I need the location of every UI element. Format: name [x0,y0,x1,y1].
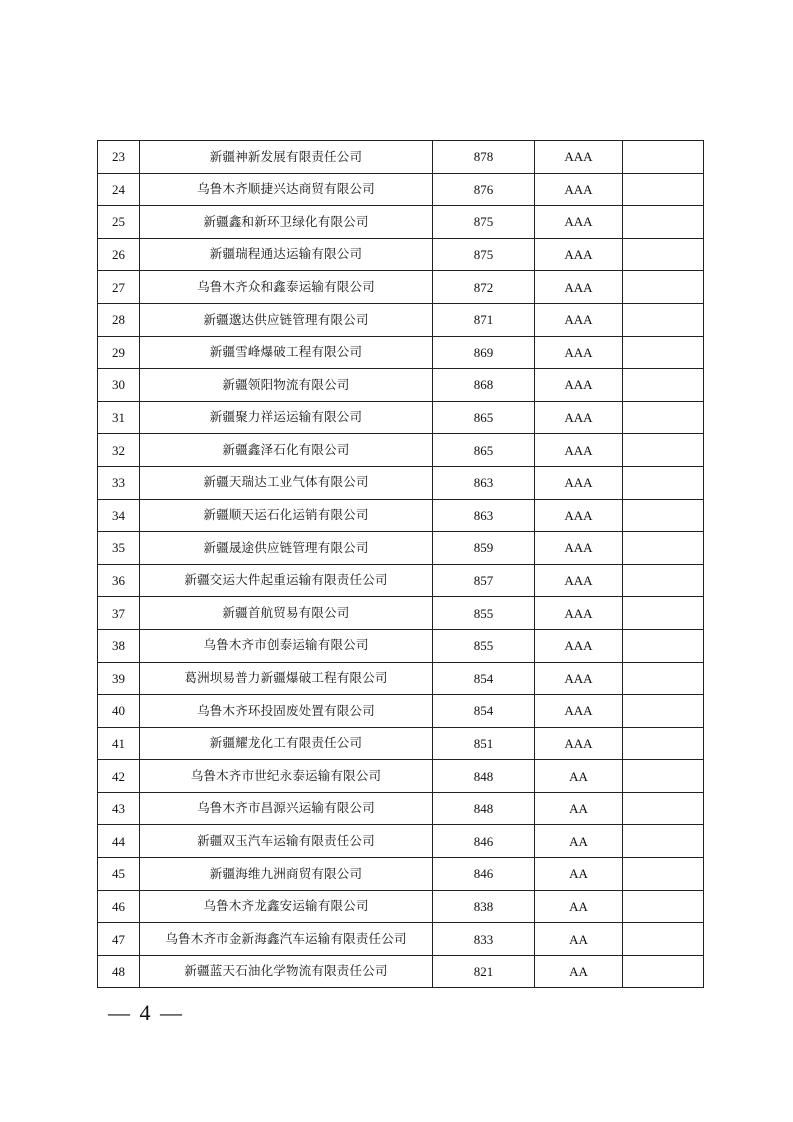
score-cell: 872 [433,271,535,304]
row-number-cell: 38 [98,629,140,662]
score-cell: 859 [433,532,535,565]
score-cell: 855 [433,629,535,662]
note-cell [623,434,704,467]
company-name-cell: 新疆领阳物流有限公司 [140,369,433,402]
note-cell [623,955,704,988]
row-number-cell: 34 [98,499,140,532]
row-number-cell: 43 [98,792,140,825]
row-number-cell: 26 [98,238,140,271]
score-cell: 848 [433,760,535,793]
note-cell [623,858,704,891]
grade-cell: AAA [535,532,623,565]
table-row [98,401,704,434]
company-name-cell: 新疆耀龙化工有限责任公司 [140,727,433,760]
table-row [98,662,704,695]
company-name-cell: 新疆交运大件起重运输有限责任公司 [140,564,433,597]
score-cell: 833 [433,923,535,956]
score-cell: 869 [433,336,535,369]
grade-cell: AA [535,792,623,825]
grade-cell: AA [535,858,623,891]
table-row [98,727,704,760]
company-name-cell: 乌鲁木齐市世纪永泰运输有限公司 [140,760,433,793]
company-name-cell: 新疆聚力祥运运输有限公司 [140,401,433,434]
score-cell: 846 [433,825,535,858]
company-name-cell: 乌鲁木齐龙鑫安运输有限公司 [140,890,433,923]
row-number-cell: 28 [98,303,140,336]
table-row [98,206,704,239]
note-cell [623,890,704,923]
company-name-cell: 乌鲁木齐市昌源兴运输有限公司 [140,792,433,825]
row-number-cell: 35 [98,532,140,565]
row-number-cell: 32 [98,434,140,467]
company-name-cell: 新疆蓝天石油化学物流有限责任公司 [140,955,433,988]
company-name-cell: 乌鲁木齐顺捷兴达商贸有限公司 [140,173,433,206]
company-name-cell: 新疆神新发展有限责任公司 [140,141,433,174]
table-row [98,792,704,825]
table-row [98,369,704,402]
table-row [98,303,704,336]
company-name-cell: 新疆海维九洲商贸有限公司 [140,858,433,891]
company-name-cell: 葛洲坝易普力新疆爆破工程有限公司 [140,662,433,695]
row-number-cell: 46 [98,890,140,923]
score-cell: 865 [433,401,535,434]
grade-cell: AA [535,825,623,858]
note-cell [623,760,704,793]
note-cell [623,466,704,499]
row-number-cell: 47 [98,923,140,956]
row-number-cell: 31 [98,401,140,434]
company-name-cell: 新疆邈达供应链管理有限公司 [140,303,433,336]
row-number-cell: 44 [98,825,140,858]
score-cell: 838 [433,890,535,923]
grade-cell: AA [535,955,623,988]
table-body [98,141,704,988]
note-cell [623,662,704,695]
company-name-cell: 乌鲁木齐市金新海鑫汽车运输有限责任公司 [140,923,433,956]
row-number-cell: 33 [98,466,140,499]
company-name-cell: 新疆鑫泽石化有限公司 [140,434,433,467]
grade-cell: AAA [535,238,623,271]
score-cell: 846 [433,858,535,891]
score-cell: 863 [433,466,535,499]
note-cell [623,173,704,206]
note-cell [623,336,704,369]
table-row [98,499,704,532]
table-row [98,955,704,988]
score-cell: 854 [433,662,535,695]
grade-cell: AAA [535,173,623,206]
note-cell [623,923,704,956]
row-number-cell: 24 [98,173,140,206]
score-cell: 871 [433,303,535,336]
company-name-cell: 新疆顺天运石化运销有限公司 [140,499,433,532]
score-cell: 857 [433,564,535,597]
table-row [98,695,704,728]
grade-cell: AA [535,760,623,793]
credit-rating-table [97,140,704,988]
score-cell: 878 [433,141,535,174]
score-cell: 865 [433,434,535,467]
grade-cell: AAA [535,141,623,174]
grade-cell: AAA [535,434,623,467]
note-cell [623,303,704,336]
score-cell: 848 [433,792,535,825]
company-name-cell: 新疆雪峰爆破工程有限公司 [140,336,433,369]
score-cell: 855 [433,597,535,630]
row-number-cell: 39 [98,662,140,695]
score-cell: 875 [433,206,535,239]
page-number: — 4 — [108,1000,184,1025]
grade-cell: AAA [535,303,623,336]
note-cell [623,695,704,728]
note-cell [623,564,704,597]
note-cell [623,369,704,402]
score-cell: 854 [433,695,535,728]
table-row [98,629,704,662]
note-cell [623,532,704,565]
grade-cell: AA [535,890,623,923]
score-cell: 875 [433,238,535,271]
grade-cell: AAA [535,206,623,239]
note-cell [623,238,704,271]
table-row [98,434,704,467]
grade-cell: AAA [535,499,623,532]
score-cell: 863 [433,499,535,532]
company-name-cell: 新疆晟途供应链管理有限公司 [140,532,433,565]
note-cell [623,727,704,760]
grade-cell: AAA [535,629,623,662]
row-number-cell: 29 [98,336,140,369]
company-name-cell: 新疆鑫和新环卫绿化有限公司 [140,206,433,239]
table-row [98,825,704,858]
score-cell: 876 [433,173,535,206]
note-cell [623,825,704,858]
score-cell: 851 [433,727,535,760]
grade-cell: AAA [535,401,623,434]
table-row [98,760,704,793]
note-cell [623,401,704,434]
table-row [98,597,704,630]
table-row [98,858,704,891]
table-row [98,336,704,369]
company-name-cell: 乌鲁木齐众和鑫泰运输有限公司 [140,271,433,304]
company-name-cell: 乌鲁木齐市创泰运输有限公司 [140,629,433,662]
row-number-cell: 42 [98,760,140,793]
note-cell [623,597,704,630]
company-name-cell: 新疆天瑞达工业气体有限公司 [140,466,433,499]
grade-cell: AAA [535,564,623,597]
table-row [98,466,704,499]
table-row [98,271,704,304]
table-row [98,173,704,206]
grade-cell: AAA [535,369,623,402]
table-row [98,923,704,956]
row-number-cell: 30 [98,369,140,402]
note-cell [623,206,704,239]
table-row [98,238,704,271]
note-cell [623,792,704,825]
row-number-cell: 37 [98,597,140,630]
row-number-cell: 41 [98,727,140,760]
table-row [98,564,704,597]
grade-cell: AAA [535,597,623,630]
note-cell [623,141,704,174]
row-number-cell: 25 [98,206,140,239]
score-cell: 868 [433,369,535,402]
row-number-cell: 23 [98,141,140,174]
grade-cell: AAA [535,271,623,304]
row-number-cell: 40 [98,695,140,728]
company-name-cell: 乌鲁木齐环投固废处置有限公司 [140,695,433,728]
grade-cell: AAA [535,695,623,728]
row-number-cell: 48 [98,955,140,988]
row-number-cell: 36 [98,564,140,597]
grade-cell: AAA [535,727,623,760]
note-cell [623,629,704,662]
company-name-cell: 新疆瑞程通达运输有限公司 [140,238,433,271]
note-cell [623,499,704,532]
grade-cell: AA [535,923,623,956]
grade-cell: AAA [535,662,623,695]
table-row [98,532,704,565]
table-row [98,141,704,174]
score-cell: 821 [433,955,535,988]
company-name-cell: 新疆双玉汽车运输有限责任公司 [140,825,433,858]
grade-cell: AAA [535,336,623,369]
company-name-cell: 新疆首航贸易有限公司 [140,597,433,630]
row-number-cell: 27 [98,271,140,304]
row-number-cell: 45 [98,858,140,891]
table-row [98,890,704,923]
grade-cell: AAA [535,466,623,499]
note-cell [623,271,704,304]
